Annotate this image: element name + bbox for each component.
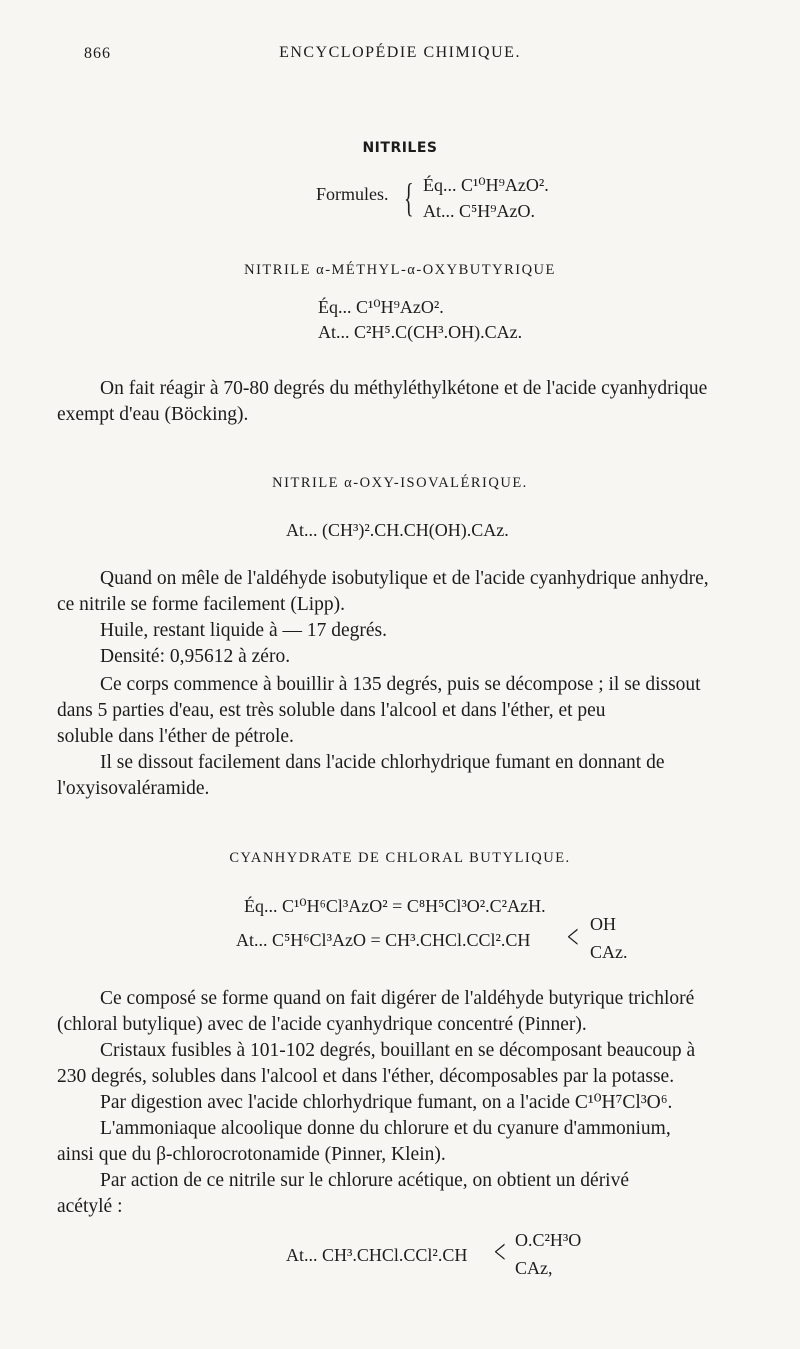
paragraph-line: Il se dissout facilement dans l'acide chlorhydrique fumant en donnant de [100, 752, 665, 773]
formula-branch-top: OH [590, 914, 616, 934]
paragraph-line: On fait réagir à 70-80 degrés du méthyléthylkétone et de l'acide cyanhydrique [100, 378, 708, 399]
paragraph-line: soluble dans l'éther de pétrole. [57, 726, 294, 747]
paragraph-line: acétylé : [57, 1196, 123, 1217]
formules-eq: Éq... C¹⁰H⁹AzO². [423, 175, 549, 195]
formula-at: At... C⁵H⁶Cl³AzO = CH³.CHCl.CCl².CH [236, 930, 531, 950]
formules-label: Formules. [316, 184, 389, 204]
formula-at: At... C²H⁵.C(CH³.OH).CAz. [318, 322, 523, 342]
compound-title: CYANHYDRATE DE CHLORAL BUTYLIQUE. [229, 850, 571, 866]
paragraph-line: Cristaux fusibles à 101-102 degrés, bouillant en se décomposant beaucoup à [100, 1040, 696, 1061]
formula-branch-top: O.C²H³O [515, 1230, 582, 1250]
paragraph-line: Quand on mêle de l'aldéhyde isobutylique et de l'acide cyanhydrique anhydre, [100, 568, 709, 589]
formula-at: At... CH³.CHCl.CCl².CH [286, 1245, 468, 1265]
page-number: 866 [84, 45, 111, 62]
paragraph-line: l'oxyisovaléramide. [57, 778, 210, 799]
paragraph-line: Ce corps commence à bouillir à 135 degrés, puis se décompose ; il se dissout [100, 674, 701, 695]
paragraph-line: ainsi que du β-chlorocrotonamide (Pinner, Klein). [57, 1144, 446, 1165]
paragraph-line: exempt d'eau (Böcking). [57, 404, 249, 425]
paragraph-line: 230 degrés, solubles dans l'alcool et dans l'éther, décomposables par la potasse. [57, 1066, 675, 1087]
paragraph-line: Par action de ce nitrile sur le chlorure acétique, on obtient un dérivé [100, 1170, 630, 1191]
compound-title: NITRILE α-MÉTHYL-α-OXYBUTYRIQUE [244, 262, 556, 278]
formula-eq: Éq... C¹⁰H⁶Cl³AzO² = C⁸H⁵Cl³O².C²AzH. [244, 896, 546, 916]
paragraph-line: dans 5 parties d'eau, est très soluble dans l'alcool et dans l'éther, et peu [57, 700, 606, 721]
paragraph-line: (chloral butylique) avec de l'acide cyanhydrique concentré (Pinner). [57, 1014, 587, 1035]
paragraph-line: ce nitrile se forme facilement (Lipp). [57, 594, 346, 615]
formula-at: At... (CH³)².CH.CH(OH).CAz. [286, 520, 509, 540]
branch-symbol: < [567, 919, 579, 956]
running-title: ENCYCLOPÉDIE CHIMIQUE. [279, 44, 521, 61]
paragraph-line: Huile, restant liquide à — 17 degrés. [100, 620, 388, 641]
paragraph-line: Par digestion avec l'acide chlorhydrique fumant, on a l'acide C¹⁰H⁷Cl³O⁶. [100, 1092, 673, 1113]
section-title: NITRILES [362, 140, 438, 156]
formula-branch-bottom: CAz. [590, 942, 628, 962]
formules-at: At... C⁵H⁹AzO. [423, 201, 536, 221]
paragraph-line: L'ammoniaque alcoolique donne du chlorure et du cyanure d'ammonium, [100, 1118, 671, 1139]
formula-branch-bottom: CAz, [515, 1258, 553, 1278]
formula-eq: Éq... C¹⁰H⁹AzO². [318, 297, 444, 317]
branch-symbol: < [494, 1234, 506, 1271]
paragraph-line: Densité: 0,95612 à zéro. [100, 646, 291, 667]
brace-symbol: { [404, 175, 414, 220]
compound-title: NITRILE α-OXY-ISOVALÉRIQUE. [272, 475, 528, 491]
paragraph-line: Ce composé se forme quand on fait digérer de l'aldéhyde butyrique trichloré [100, 988, 695, 1009]
